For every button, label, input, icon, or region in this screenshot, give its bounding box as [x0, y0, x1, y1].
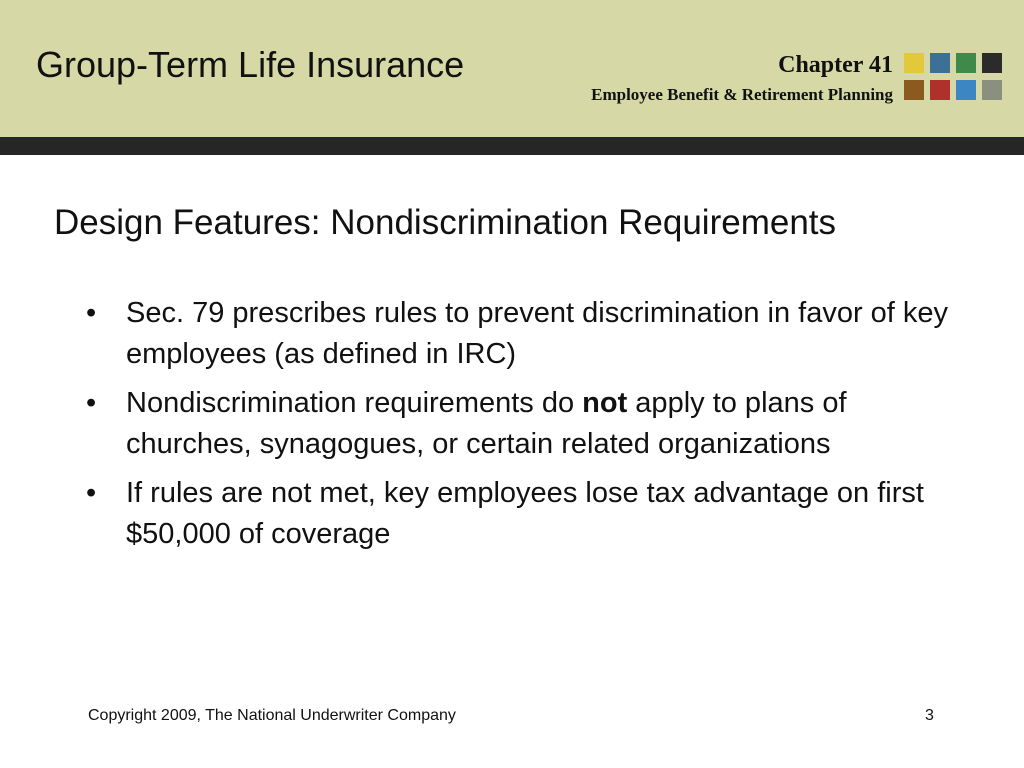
logo-square — [982, 53, 1002, 73]
bullet-text-emphasis: not — [582, 387, 628, 419]
bullet-item — [86, 383, 966, 464]
bullet-icon: • — [86, 297, 97, 329]
bullet-icon: • — [86, 387, 97, 419]
bullet-list — [86, 293, 966, 563]
header-divider-bar — [0, 137, 1024, 155]
logo-square — [956, 53, 976, 73]
deck-title: Group-Term Life Insurance — [36, 44, 465, 85]
logo-square — [956, 80, 976, 100]
footer-copyright: Copyright 2009, The National Underwriter Company — [88, 707, 456, 724]
bullet-text-before: Nondiscrimination requirements do — [126, 387, 583, 419]
book-subtitle: Employee Benefit & Retirement Planning — [591, 85, 893, 104]
slide-title: Design Features: Nondiscrimination Requirements — [54, 203, 837, 242]
bullet-text-after: apply to plans of churches, synagogues, or certain related organizations — [126, 387, 847, 460]
page-number: 3 — [925, 707, 934, 724]
bullet-item — [86, 293, 966, 374]
bullet-item — [86, 473, 966, 554]
logo-square — [982, 80, 1002, 100]
logo-square — [930, 53, 950, 73]
chapter-label: Chapter 41 — [778, 52, 893, 78]
logo-square — [930, 80, 950, 100]
bullet-icon: • — [86, 477, 97, 509]
bullet-text: If rules are not met, key employees lose tax advantage on first $50,000 of coverage — [126, 477, 924, 550]
logo-square — [904, 53, 924, 73]
logo-square — [904, 80, 924, 100]
header-band — [0, 0, 1024, 137]
bullet-text: Sec. 79 prescribes rules to prevent discrimination in favor of key employees (as defined in IRC) — [126, 297, 949, 370]
